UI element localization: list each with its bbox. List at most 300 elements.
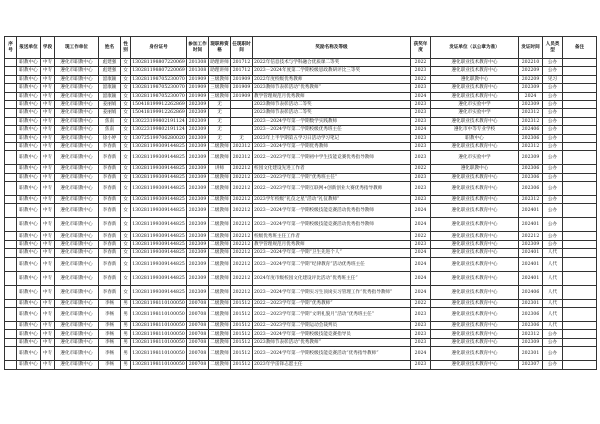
column-header: 参加工作时间 xyxy=(187,37,209,59)
table-cell: 201909 xyxy=(231,75,253,83)
table-cell: 202309 xyxy=(519,84,543,92)
column-header: 发证单位（以公章为准） xyxy=(431,37,519,59)
table-cell: 2024 xyxy=(519,92,543,100)
table-cell: 2023 xyxy=(411,196,431,204)
table-cell xyxy=(563,165,597,173)
table-cell: 公办 xyxy=(543,134,563,142)
table-cell: 130281199309144825 xyxy=(131,257,187,271)
table-cell xyxy=(5,151,17,165)
table-cell: 李畅 xyxy=(99,330,121,338)
table-cell xyxy=(563,330,597,338)
table-cell: 李春新 xyxy=(99,249,121,257)
table-row xyxy=(5,92,597,100)
table-cell: 职教中心 xyxy=(431,134,519,142)
column-header: 学段 xyxy=(41,37,55,59)
column-header: 现工作单位 xyxy=(55,37,99,59)
table-cell: 202401 xyxy=(519,249,543,257)
column-header: 现职称资格 xyxy=(209,37,231,59)
table-cell xyxy=(563,204,597,218)
table-cell xyxy=(563,196,597,204)
table-cell: 职教中心 xyxy=(17,204,41,218)
table-cell: 130281198110100050 xyxy=(131,347,187,361)
table-cell: 女 xyxy=(121,257,131,271)
table-cell xyxy=(5,117,17,125)
table-cell xyxy=(5,142,17,150)
table-cell: 2024 xyxy=(411,285,431,299)
table-cell: 遵化市职教中心 xyxy=(55,330,99,338)
table-cell: 中专 xyxy=(41,330,55,338)
table-cell xyxy=(5,59,17,67)
table-cell: 女 xyxy=(121,117,131,125)
table-cell: 遵化市职教中心 xyxy=(55,232,99,240)
table-cell: 遵化职业技术教育中心 xyxy=(431,361,519,369)
table-cell: 女 xyxy=(121,271,131,285)
column-header: 获奖年度 xyxy=(411,37,431,59)
table-cell xyxy=(5,285,17,299)
table-cell xyxy=(563,151,597,165)
table-cell: 遵化职教中心 xyxy=(431,75,519,83)
table-cell: 130281198705230070 xyxy=(132,85,185,91)
table-cell: 2022－2023学年第二学期初中学生技能竞赛优秀指导教师 xyxy=(253,151,411,165)
table-cell: 遵化职业技术教育中心 xyxy=(431,218,519,232)
table-cell: 中专 xyxy=(41,92,55,100)
table-cell xyxy=(563,59,597,67)
table-cell xyxy=(563,308,597,322)
table-cell: 职教中心 xyxy=(17,92,41,100)
table-row xyxy=(5,151,597,165)
table-cell: 遵化市职教中心 xyxy=(55,173,99,181)
table-cell: 徐小婷 xyxy=(99,134,121,142)
table-cell xyxy=(5,299,17,307)
table-cell: 李春新 xyxy=(99,204,121,218)
table-cell: 2023－2024学年第二学期“纪律教育”活动优秀班主任 xyxy=(253,257,411,271)
table-cell: 130281199309144825 xyxy=(132,144,185,149)
table-cell: 2023 xyxy=(411,109,431,117)
table-cell: 职教中心 xyxy=(17,59,41,67)
table-cell: 二级教师 xyxy=(210,250,229,256)
table-cell xyxy=(5,338,17,346)
table-cell: 遵化市职教中心 xyxy=(55,361,99,369)
table-cell: 公办 xyxy=(543,196,563,204)
table-cell: 女 xyxy=(121,151,131,165)
table-cell: 中专 xyxy=(41,322,55,330)
table-cell xyxy=(5,109,17,117)
table-cell: 2023教师节表彰活动二等奖 xyxy=(253,100,411,108)
table-cell xyxy=(5,347,17,361)
table-cell: 202309 xyxy=(187,271,209,285)
table-cell: 公办 xyxy=(543,232,563,240)
table-cell: 二级教师 xyxy=(209,182,231,196)
table-cell xyxy=(563,92,597,100)
table-cell: 2022－2023学年第二学期互联网+创新创业大赛优秀指导教师 xyxy=(253,182,411,196)
table-cell: 202301 xyxy=(519,299,543,307)
table-cell: 职教中心 xyxy=(17,100,41,108)
table-cell: 人代 xyxy=(543,308,563,322)
table-cell: 130223199802191124 xyxy=(132,127,185,133)
table-cell: 女 xyxy=(121,232,131,240)
table-cell: 校园文化建设先进工作者 xyxy=(253,165,411,173)
table-cell: 职教中心 xyxy=(17,151,41,165)
table-cell: 201512 xyxy=(231,347,253,361)
table-cell: 2024年度市级校园文化建设评比活动“优秀班主任” xyxy=(253,271,411,285)
table-cell: 二级教师 xyxy=(209,218,231,232)
table-row xyxy=(5,299,597,307)
column-header: 任现职时间 xyxy=(231,37,253,59)
table-cell: 二级教师 xyxy=(210,197,229,203)
table-cell: 遵化职业技术教育中心 xyxy=(431,285,519,299)
table-cell: 遵化职业技术教育中心 xyxy=(431,196,519,204)
table-cell: 公办 xyxy=(543,59,563,67)
table-row xyxy=(5,308,597,322)
table-cell: 遵化职业技术教育中心 xyxy=(431,84,519,92)
table-cell: 职教中心 xyxy=(17,285,41,299)
table-cell: 三级教师 xyxy=(210,85,229,91)
table-row xyxy=(5,134,597,142)
table-cell: 2023 xyxy=(411,100,431,108)
table-cell: 202312 xyxy=(231,142,253,150)
table-cell: 李畅 xyxy=(99,361,121,369)
table-cell: 遵化市职教中心 xyxy=(55,249,99,257)
table-cell: 公办 xyxy=(543,218,563,232)
table-cell: 遵化市职教中心 xyxy=(55,109,99,117)
table-cell: 女 xyxy=(121,204,131,218)
table-cell: 中专 xyxy=(41,173,55,181)
table-cell: 李畅 xyxy=(99,299,121,307)
table-cell: 202212 xyxy=(231,240,253,248)
table-cell: 女 xyxy=(121,134,131,142)
table-cell: 中专 xyxy=(41,299,55,307)
table-cell: 202212 xyxy=(231,165,253,173)
table-cell xyxy=(563,134,597,142)
table-cell: 2024 xyxy=(411,218,431,232)
table-cell: 150418199912262869 xyxy=(132,110,185,116)
table-cell: 遵化市职教中心 xyxy=(55,196,99,204)
table-cell: 公办 xyxy=(543,338,563,346)
table-row xyxy=(5,126,597,134)
table-cell: 202306 xyxy=(519,165,543,173)
table-cell: 202401 xyxy=(519,257,543,271)
table-cell: 中专 xyxy=(41,347,55,361)
table-cell xyxy=(563,257,597,271)
table-cell: 二级教师 xyxy=(210,331,229,337)
table-cell: 二级教师 xyxy=(210,339,229,345)
table-body xyxy=(5,59,597,370)
table-cell: 202212 xyxy=(231,271,253,285)
table-row xyxy=(5,249,597,257)
table-cell: 彪建强 xyxy=(99,67,121,75)
table-cell: 130281199309144825 xyxy=(132,174,185,180)
table-cell xyxy=(5,67,17,75)
table-cell: 2022－2023学年第一学期“优秀教师” xyxy=(253,299,411,307)
table-cell: 202212 xyxy=(231,285,253,299)
table-cell: 201512 xyxy=(231,361,253,369)
table-cell: 二级教师 xyxy=(210,362,229,368)
table-cell: 遵化市职教中心 xyxy=(55,257,99,271)
table-cell xyxy=(563,285,597,299)
table-cell: 2023－2024年度第二学期校级思政教研评比三等奖 xyxy=(253,67,411,75)
table-cell xyxy=(563,182,597,196)
table-cell: 遵化市中等专业学校 xyxy=(431,126,519,134)
table-cell: 202309 xyxy=(187,204,209,218)
table-cell: 遵化职业技术教育中心 xyxy=(431,59,519,67)
table-cell: 职教中心 xyxy=(17,240,41,248)
table-cell: 202210 xyxy=(519,59,543,67)
table-cell: 遵化市职教中心 xyxy=(55,84,99,92)
table-cell: 202309 xyxy=(187,196,209,204)
table-cell: 2023学年校级“礼仪之星”活动“礼仪教师” xyxy=(253,196,411,204)
table-cell: 中专 xyxy=(41,151,55,165)
table-cell: 遵化职教中心 xyxy=(431,165,519,173)
table-cell: 二级教师 xyxy=(210,241,229,247)
table-cell: 202301 xyxy=(519,347,543,361)
table-cell: 遵化职业技术教育中心 xyxy=(431,92,519,100)
table-cell: 职教中心 xyxy=(17,173,41,181)
table-cell: 2023－2024学年第一学期“卫生先进个人” xyxy=(253,249,411,257)
table-cell: 130281198110100050 xyxy=(132,339,185,345)
table-row xyxy=(5,232,597,240)
table-cell: 遵化职业技术教育中心 xyxy=(431,271,519,285)
table-cell: 彪建强 xyxy=(99,59,121,67)
table-cell xyxy=(5,165,17,173)
table-row xyxy=(5,165,597,173)
table-cell: 男 xyxy=(121,322,131,330)
table-cell: 202306 xyxy=(519,308,543,322)
table-cell: 201909 xyxy=(187,92,209,100)
table-cell: 中专 xyxy=(41,271,55,285)
table-cell: 中专 xyxy=(41,218,55,232)
table-cell: 2024 xyxy=(411,271,431,285)
table-cell: 201512 xyxy=(231,322,253,330)
table-cell: 中专 xyxy=(41,240,55,248)
table-cell: 200708 xyxy=(187,361,209,369)
table-cell: 遵化职业技术教育中心 xyxy=(431,173,519,181)
table-cell: 男 xyxy=(121,330,131,338)
table-cell: 李春新 xyxy=(99,151,121,165)
table-cell: 202212 xyxy=(519,232,543,240)
table-cell: 202309 xyxy=(187,151,209,165)
table-cell xyxy=(563,100,597,108)
table-cell: 202309 xyxy=(187,257,209,271)
table-cell xyxy=(231,109,253,117)
table-cell: 2023－2024学年第一学期校级技能竞赛活动优秀指导教师 xyxy=(253,204,411,218)
table-cell: 职教中心 xyxy=(17,322,41,330)
table-cell: 中专 xyxy=(41,100,55,108)
table-cell: 公办 xyxy=(543,142,563,150)
table-cell: 2023 xyxy=(411,330,431,338)
table-cell: 人代 xyxy=(543,249,563,257)
table-cell: 二级教师 xyxy=(209,308,231,322)
table-cell: 遵化职业技术教育中心 xyxy=(431,299,519,307)
table-cell: 201512 xyxy=(231,299,253,307)
table-cell: 二级教师 xyxy=(210,323,229,329)
table-cell: 201308 xyxy=(187,67,209,75)
table-cell: 男 xyxy=(121,338,131,346)
table-cell xyxy=(563,142,597,150)
table-cell: 职教中心 xyxy=(17,126,41,134)
table-cell: 遵化职业技术教育中心 xyxy=(431,322,519,330)
table-cell: 130281198110100050 xyxy=(132,323,185,329)
table-cell: 李春新 xyxy=(99,182,121,196)
table-cell: 遵化市职教中心 xyxy=(55,218,99,232)
column-header: 报送单位 xyxy=(17,37,41,59)
table-cell: 中专 xyxy=(41,59,55,67)
table-cell: 遵化职业技术教育中心 xyxy=(431,182,519,196)
table-cell: 李畅 xyxy=(99,322,121,330)
table-cell: 遵化市职教中心 xyxy=(55,142,99,150)
table-cell xyxy=(231,100,253,108)
table-cell: 二级教师 xyxy=(210,233,229,239)
table-cell: 2022年度校级优秀教师 xyxy=(253,75,411,83)
table-cell: 130281199309144825 xyxy=(131,271,187,285)
column-header: 姓名 xyxy=(99,37,121,59)
table-cell: 130281198110100050 xyxy=(132,331,185,337)
table-cell: 遵化职业技术教育中心 xyxy=(431,240,519,248)
table-cell: 201512 xyxy=(231,338,253,346)
table-cell: 中专 xyxy=(41,257,55,271)
table-cell: 200708 xyxy=(187,299,209,307)
table-cell: 202309 xyxy=(519,240,543,248)
table-row xyxy=(5,338,597,346)
table-cell: 130281199309144825 xyxy=(132,250,185,256)
table-cell xyxy=(5,330,17,338)
table-cell xyxy=(231,126,253,134)
table-cell: 男 xyxy=(121,299,131,307)
table-cell: 遵化职业技术教育中心 xyxy=(431,117,519,125)
table-cell: 130725199706280020 xyxy=(132,135,185,141)
table-cell: 职教中心 xyxy=(17,67,41,75)
table-cell: 女 xyxy=(121,182,131,196)
table-cell: 201308 xyxy=(187,59,209,67)
table-cell: 202212 xyxy=(231,204,253,218)
table-cell: 女 xyxy=(121,173,131,181)
table-cell xyxy=(5,84,17,92)
table-cell: 2023－2024学年第一学期优秀教师 xyxy=(253,142,411,150)
table-cell: 公办 xyxy=(543,204,563,218)
table-cell: 中专 xyxy=(41,285,55,299)
table-cell xyxy=(563,338,597,346)
table-cell: 二级教师 xyxy=(210,144,229,149)
table-cell: 中专 xyxy=(41,308,55,322)
column-header: 备注 xyxy=(563,37,597,59)
table-cell: 职教中心 xyxy=(17,117,41,125)
table-row xyxy=(5,218,597,232)
table-cell: 遵化市职教中心 xyxy=(55,271,99,285)
table-cell: 130281198705230070 xyxy=(132,76,185,82)
table-cell: 遵化市职教中心 xyxy=(55,182,99,196)
table-cell: 二级教师 xyxy=(209,347,231,361)
table-cell: 教学管理规范月优秀教师 xyxy=(253,240,411,248)
table-cell: 职教中心 xyxy=(17,338,41,346)
table-cell: 讲师 xyxy=(209,165,231,173)
table-row xyxy=(5,330,597,338)
table-row xyxy=(5,182,597,196)
table-cell: 202312 xyxy=(519,117,543,125)
table-cell: 遵化市职教中心 xyxy=(55,100,99,108)
table-cell: 李春新 xyxy=(99,173,121,181)
table-cell: 职教中心 xyxy=(17,75,41,83)
table-cell: 职教中心 xyxy=(17,257,41,271)
table-cell: 202212 xyxy=(231,232,253,240)
table-cell: 公办 xyxy=(543,347,563,361)
table-cell xyxy=(5,232,17,240)
table-cell: 中专 xyxy=(41,117,55,125)
table-cell: 职教中心 xyxy=(17,218,41,232)
table-cell xyxy=(5,249,17,257)
table-cell: 130281199309144825 xyxy=(132,241,185,247)
table-cell: 无 xyxy=(209,109,231,117)
table-cell xyxy=(563,249,597,257)
table-cell: 人代 xyxy=(543,257,563,271)
table-cell xyxy=(563,126,597,134)
table-cell: 201512 xyxy=(231,308,253,322)
table-cell: 职教中心 xyxy=(17,109,41,117)
table-cell: 中专 xyxy=(41,196,55,204)
table-cell: 202309 xyxy=(519,151,543,165)
table-cell: 女 xyxy=(121,142,131,150)
table-cell xyxy=(563,67,597,75)
table-cell xyxy=(563,271,597,285)
table-cell: 焦南 xyxy=(99,126,121,134)
table-cell xyxy=(563,232,597,240)
table-cell: 中专 xyxy=(41,134,55,142)
table-cell: 中专 xyxy=(41,361,55,369)
table-cell: 201909 xyxy=(187,84,209,92)
table-cell xyxy=(5,240,17,248)
table-cell: 姜丽娟 xyxy=(99,100,121,108)
table-cell xyxy=(5,182,17,196)
table-cell: 202312 xyxy=(519,142,543,150)
table-cell: 2023 xyxy=(411,361,431,369)
table-cell: 遵化市职教中心 xyxy=(55,240,99,248)
table-row xyxy=(5,322,597,330)
awards-table xyxy=(4,36,597,370)
table-cell: 二级教师 xyxy=(210,300,229,306)
column-header: 身份证号 xyxy=(131,37,187,59)
table-cell: 职教中心 xyxy=(17,142,41,150)
table-cell: 李春新 xyxy=(99,257,121,271)
table-cell: 女 xyxy=(121,84,131,92)
table-cell: 150418199912262869 xyxy=(132,102,185,108)
table-cell: 130281199309144825 xyxy=(131,218,187,232)
table-cell: 无 xyxy=(209,117,231,125)
table-cell: 二级教师 xyxy=(209,271,231,285)
table-cell: 职教中心 xyxy=(17,196,41,204)
table-row xyxy=(5,361,597,369)
table-cell: 职教中心 xyxy=(17,330,41,338)
table-cell: 中专 xyxy=(41,67,55,75)
table-cell: 公办 xyxy=(543,165,563,173)
table-cell: 遵化职业技术教育中心 xyxy=(431,142,519,150)
table-cell: 130281199309144825 xyxy=(131,151,187,165)
table-cell: 200708 xyxy=(187,308,209,322)
table-cell: 三级教师 xyxy=(210,93,229,99)
table-cell: 2023 xyxy=(411,338,431,346)
table-row xyxy=(5,59,597,67)
table-cell: 公办 xyxy=(543,67,563,75)
table-cell xyxy=(5,196,17,204)
table-cell: 男 xyxy=(121,308,131,322)
table-cell: 202209 xyxy=(519,75,543,83)
table-cell: 202309 xyxy=(187,126,209,134)
table-cell: 女 xyxy=(121,126,131,134)
table-cell: 130281199309144825 xyxy=(132,166,185,172)
table-cell: 遵化市职教中心 xyxy=(55,285,99,299)
table-cell: 202401 xyxy=(519,218,543,232)
table-cell: 202306 xyxy=(519,322,543,330)
table-cell: 公办 xyxy=(543,173,563,181)
table-cell: 202309 xyxy=(519,338,543,346)
table-cell: 职教中心 xyxy=(17,182,41,196)
